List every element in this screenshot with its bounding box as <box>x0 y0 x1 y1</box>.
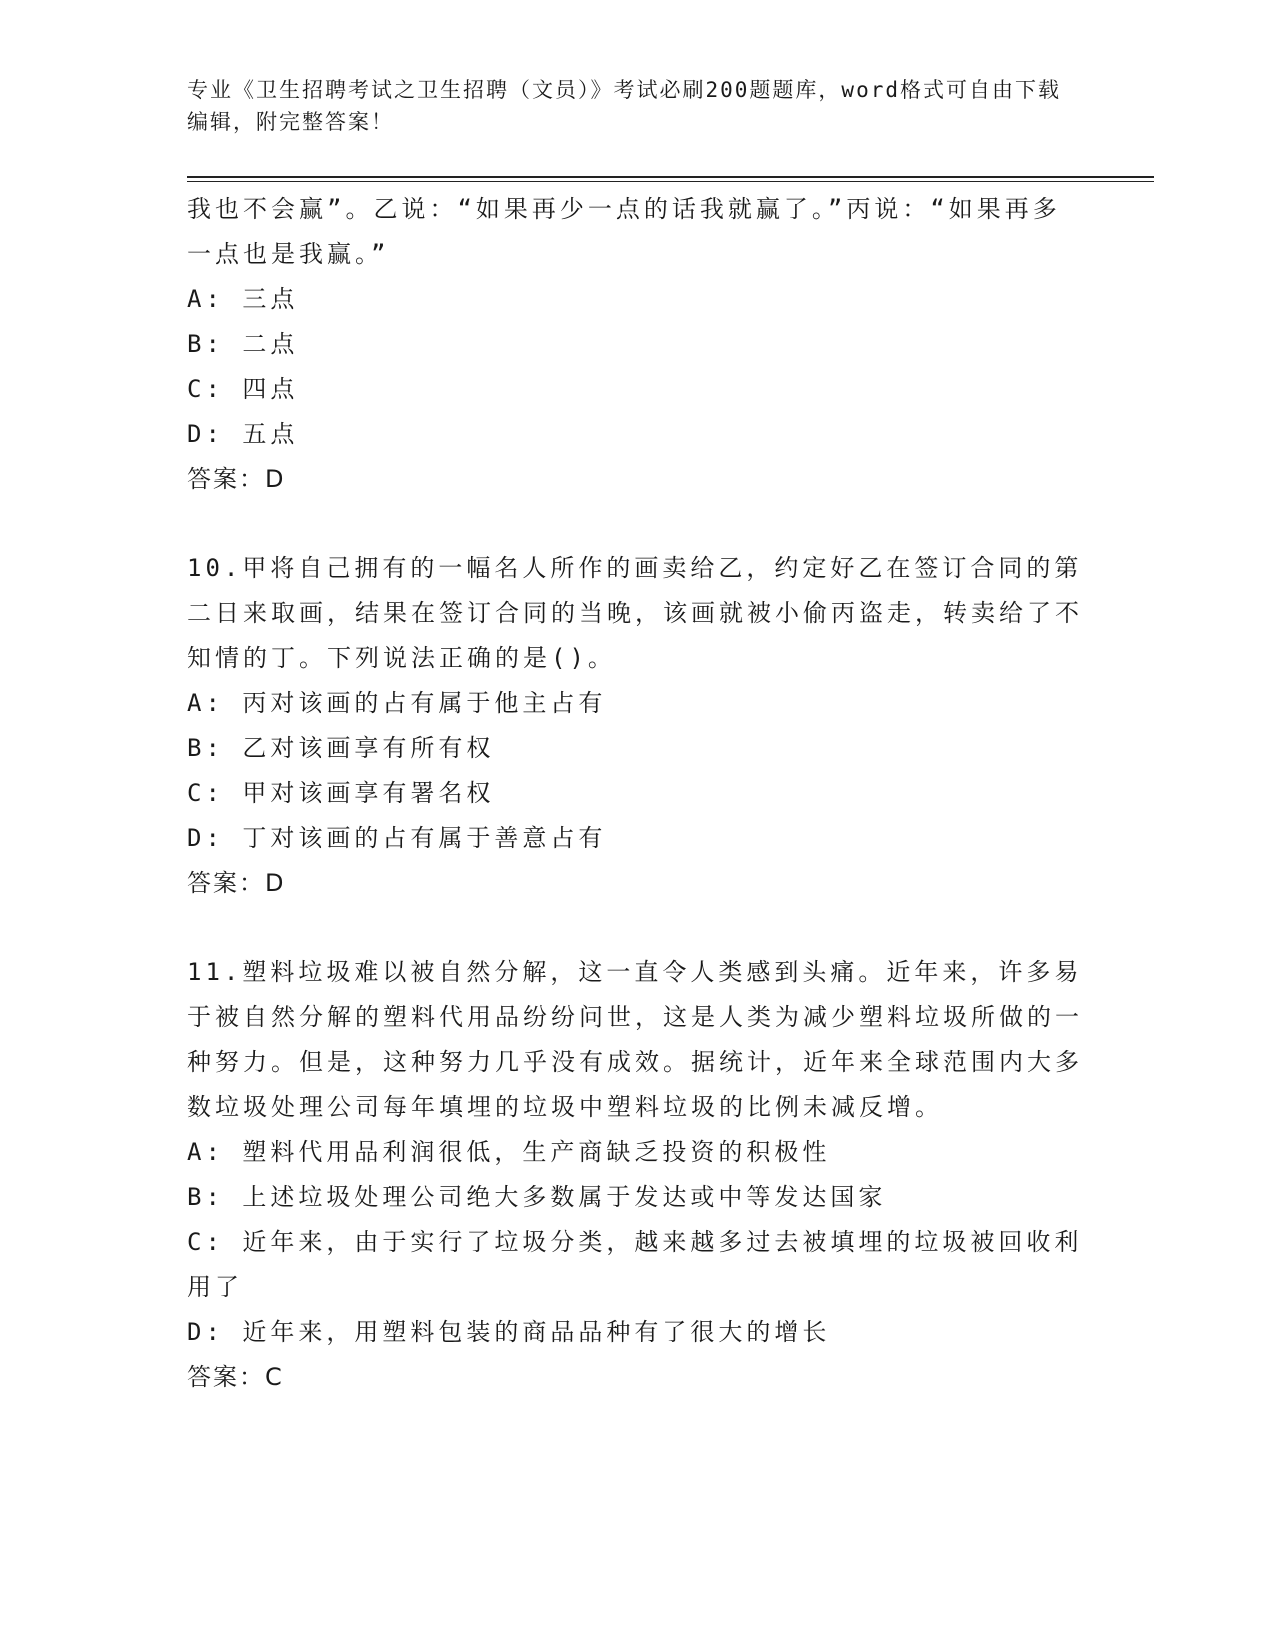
answer: 答案：D <box>187 465 286 493</box>
option-b: B: 二点 <box>187 330 299 358</box>
question-stem: 10.甲将自己拥有的一幅名人所作的画卖给乙，约定好乙在签订合同的第二日来取画，结果在签订合同的当晚，该画就被小偷丙盗走，转卖给了不知情的丁。下列说法正确的是()。 <box>187 554 1083 672</box>
document-header <box>187 74 1067 138</box>
option-a: A: 丙对该画的占有属于他主占有 <box>187 689 607 717</box>
header-divider <box>187 176 1154 182</box>
question-10 <box>187 546 1087 906</box>
option-c: C: 甲对该画享有署名权 <box>187 779 495 807</box>
option-c: C: 四点 <box>187 375 299 403</box>
option-a: A: 三点 <box>187 285 299 313</box>
spacer <box>187 906 1087 950</box>
option-b: B: 乙对该画享有所有权 <box>187 734 495 762</box>
option-b: B: 上述垃圾处理公司绝大多数属于发达或中等发达国家 <box>187 1183 887 1211</box>
question-stem: 11.塑料垃圾难以被自然分解，这一直令人类感到头痛。近年来，许多易于被自然分解的塑料代用品纷纷问世，这是人类为减少塑料垃圾所做的一种努力。但是，这种努力几乎没有成效。据统计，近年来全球范围内大多数垃圾处理公司每年填埋的垃圾中塑料垃圾的比例未减反增。 <box>187 958 1083 1121</box>
option-a: A: 塑料代用品利润很低，生产商缺乏投资的积极性 <box>187 1138 831 1166</box>
option-c: C: 近年来，由于实行了垃圾分类，越来越多过去被填埋的垃圾被回收利用了 <box>187 1228 1083 1301</box>
question-9 <box>187 187 1087 502</box>
option-d: D: 近年来，用塑料包装的商品品种有了很大的增长 <box>187 1318 831 1346</box>
answer: 答案：C <box>187 1363 284 1391</box>
option-d: D: 五点 <box>187 420 299 448</box>
document-body <box>187 187 1087 1400</box>
spacer <box>187 502 1087 546</box>
option-d: D: 丁对该画的占有属于善意占有 <box>187 824 607 852</box>
answer: 答案：D <box>187 869 286 897</box>
question-11 <box>187 950 1087 1400</box>
header-title: 专业《卫生招聘考试之卫生招聘（文员）》考试必刷200题题库，word格式可自由下载编辑，附完整答案！ <box>187 78 1061 134</box>
question-stem: 我也不会赢”。乙说：“如果再少一点的话我就赢了。”丙说：“如果再多一点也是我赢。” <box>187 195 1061 268</box>
